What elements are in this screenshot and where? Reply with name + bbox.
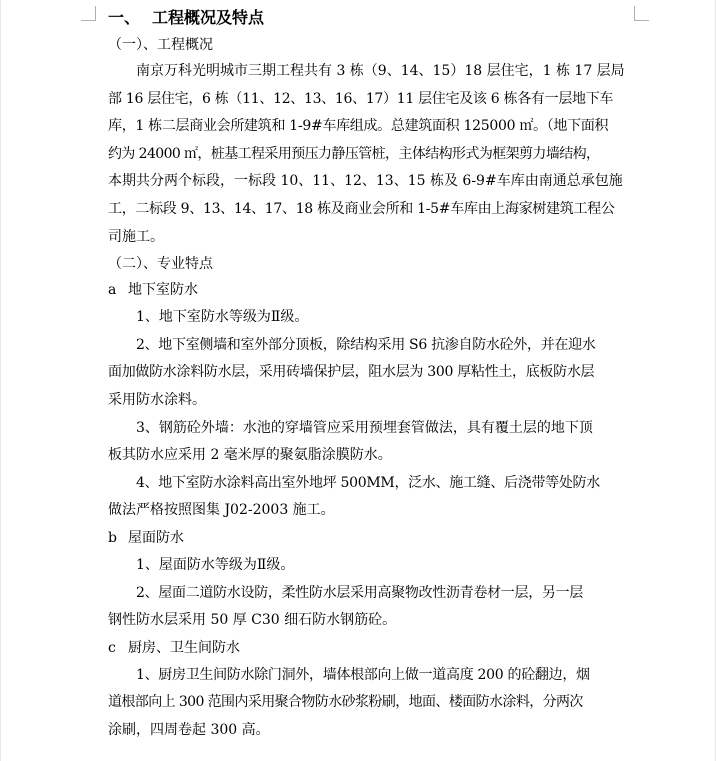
item-line: 钢性防水层采用 50 厚 C30 细石防水钢筋砼。	[108, 612, 397, 629]
top-right-margin-mark	[634, 6, 649, 21]
item-line: 3、钢筋砼外墙：水池的穿墙管应采用预埋套管做法，具有覆土层的地下顶	[136, 419, 593, 436]
subsection-heading-overview: （一）、工程概况	[108, 37, 213, 53]
section-number: 一、	[108, 8, 141, 27]
section-heading	[108, 4, 635, 32]
item-line: 1、屋面防水等级为Ⅱ级。	[136, 556, 295, 573]
item-line: 面加做防水涂料防水层，采用砖墙保护层，阻水层为 300 厚粘性土，底板防水层	[108, 364, 595, 381]
paragraph-line: 本期共分两个标段，一标段 10、11、12、13、15 栋及 6-9#车库由南通总承包施	[108, 173, 623, 190]
category-title: 厨房、卫生间防水	[128, 639, 240, 656]
page-left-edge	[0, 0, 1, 761]
category-heading-roof	[108, 525, 635, 552]
item-line: 板其防水应采用 2 毫米厚的聚氨脂涂膜防水。	[108, 447, 392, 464]
paragraph-line: 约为 24000 ㎡，桩基工程采用预压力静压管桩，主体结构形式为框架剪力墙结构，	[108, 145, 600, 162]
top-left-margin-mark	[81, 6, 96, 21]
item-line: 2、地下室侧墙和室外部分顶板，除结构采用 S6 抗渗自防水砼外，并在迎水	[136, 336, 596, 353]
category-title: 地下室防水	[128, 282, 198, 299]
item-line: 1、厨房卫生间防水除门洞外，墙体根部向上做一道高度 200 的砼翻边，烟	[136, 666, 590, 683]
item-line: 4、地下室防水涂料高出室外地坪 500MM，泛水、施工缝、后浇带等处防水	[136, 474, 600, 491]
item-line: 1、地下室防水等级为Ⅱ级。	[136, 309, 309, 326]
category-title: 屋面防水	[128, 529, 184, 546]
document-body	[108, 4, 635, 744]
item-line: 道根部向上 300 范围内采用聚合物防水砂浆粉刷，地面、楼面防水涂料，分两次	[108, 694, 583, 711]
category-letter: c	[108, 639, 116, 656]
subsection-heading-features: （二）、专业特点	[108, 256, 213, 273]
paragraph-line: 南京万科光明城市三期工程共有 3 栋（9、14、15）18 层住宅，1 栋 17 层局	[136, 63, 625, 79]
paragraph-line: 司施工。	[108, 228, 164, 245]
category-letter: b	[108, 529, 117, 546]
item-line: 做法严格按照图集 J02-2003 施工。	[108, 502, 335, 519]
item-line: 采用防水涂料。	[108, 391, 206, 408]
paragraph-line: 工，二标段 9、13、14、17、18 栋及商业会所和 1-5#车库由上海家树建筑工程公	[108, 200, 615, 217]
category-heading-kitchen	[108, 635, 635, 662]
paragraph-line: 库，1 栋二层商业会所建筑和 1-9#车库组成。总建筑面积 125000 ㎡。（地下面积	[108, 118, 609, 135]
item-line: 2、屋面二道防水设防，柔性防水层采用高聚物改性沥青卷材一层，另一层	[136, 584, 584, 601]
item-line: 涂刷，四周卷起 300 高。	[108, 721, 270, 738]
category-heading-basement	[108, 277, 635, 304]
category-letter: a	[108, 282, 117, 299]
paragraph-line: 部 16 层住宅，6 栋（11、12、13、16、17）11 层住宅及该 6 栋各有一层地下车	[108, 90, 614, 107]
section-title: 工程概况及特点	[152, 8, 265, 27]
